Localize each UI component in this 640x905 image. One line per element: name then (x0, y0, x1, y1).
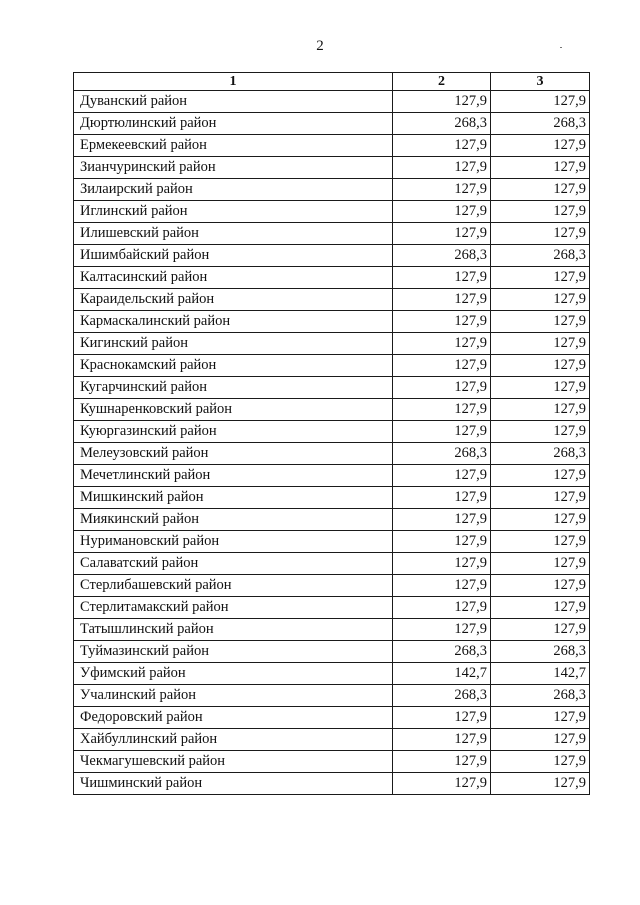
district-name-cell: Караидельский район (74, 289, 393, 311)
district-name-cell: Куюргазинский район (74, 421, 393, 443)
table-row (74, 729, 590, 751)
value-cell-col3: 127,9 (491, 487, 590, 509)
value-cell-col3: 127,9 (491, 267, 590, 289)
district-name-cell: Миякинский район (74, 509, 393, 531)
value-cell-col2: 127,9 (393, 223, 491, 245)
data-table (73, 72, 590, 795)
value-cell-col3: 127,9 (491, 311, 590, 333)
value-cell-col2: 127,9 (393, 311, 491, 333)
table-row (74, 289, 590, 311)
value-cell-col3: 127,9 (491, 553, 590, 575)
table-row (74, 355, 590, 377)
value-cell-col3: 268,3 (491, 685, 590, 707)
value-cell-col2: 127,9 (393, 575, 491, 597)
table-row (74, 421, 590, 443)
table-row (74, 751, 590, 773)
district-name-cell: Зианчуринский район (74, 157, 393, 179)
district-name-cell: Туймазинский район (74, 641, 393, 663)
value-cell-col2: 127,9 (393, 619, 491, 641)
district-name-cell: Кигинский район (74, 333, 393, 355)
district-name-cell: Хайбуллинский район (74, 729, 393, 751)
table-row (74, 553, 590, 575)
value-cell-col2: 268,3 (393, 443, 491, 465)
value-cell-col3: 127,9 (491, 751, 590, 773)
value-cell-col2: 127,9 (393, 179, 491, 201)
table-row (74, 245, 590, 267)
table-row (74, 575, 590, 597)
table-row (74, 179, 590, 201)
value-cell-col2: 142,7 (393, 663, 491, 685)
table-row (74, 443, 590, 465)
table-row (74, 113, 590, 135)
value-cell-col3: 127,9 (491, 355, 590, 377)
district-name-cell: Чишминский район (74, 773, 393, 795)
district-name-cell: Мечетлинский район (74, 465, 393, 487)
table-row (74, 135, 590, 157)
value-cell-col2: 127,9 (393, 487, 491, 509)
value-cell-col3: 127,9 (491, 465, 590, 487)
district-name-cell: Зилаирский район (74, 179, 393, 201)
column-header-3: 3 (491, 73, 590, 91)
value-cell-col2: 127,9 (393, 377, 491, 399)
district-name-cell: Нуримановский район (74, 531, 393, 553)
value-cell-col2: 127,9 (393, 751, 491, 773)
table-header-row (74, 73, 590, 91)
value-cell-col3: 127,9 (491, 91, 590, 113)
value-cell-col2: 127,9 (393, 707, 491, 729)
table-row (74, 773, 590, 795)
value-cell-col3: 127,9 (491, 157, 590, 179)
value-cell-col2: 127,9 (393, 91, 491, 113)
value-cell-col2: 268,3 (393, 641, 491, 663)
value-cell-col2: 127,9 (393, 157, 491, 179)
district-name-cell: Илишевский район (74, 223, 393, 245)
page-number: 2 (316, 38, 324, 54)
value-cell-col3: 268,3 (491, 245, 590, 267)
district-name-cell: Калтасинский район (74, 267, 393, 289)
table-row (74, 311, 590, 333)
table-row (74, 333, 590, 355)
district-name-cell: Иглинский район (74, 201, 393, 223)
district-name-cell: Салаватский район (74, 553, 393, 575)
value-cell-col2: 127,9 (393, 773, 491, 795)
table-row (74, 531, 590, 553)
value-cell-col3: 127,9 (491, 597, 590, 619)
value-cell-col3: 127,9 (491, 575, 590, 597)
value-cell-col2: 127,9 (393, 135, 491, 157)
value-cell-col3: 268,3 (491, 443, 590, 465)
value-cell-col2: 127,9 (393, 531, 491, 553)
district-name-cell: Краснокамский район (74, 355, 393, 377)
value-cell-col3: 127,9 (491, 135, 590, 157)
district-name-cell: Кугарчинский район (74, 377, 393, 399)
table-row (74, 487, 590, 509)
value-cell-col2: 127,9 (393, 597, 491, 619)
value-cell-col2: 127,9 (393, 421, 491, 443)
column-header-1: 1 (74, 73, 393, 91)
value-cell-col2: 127,9 (393, 465, 491, 487)
value-cell-col2: 127,9 (393, 509, 491, 531)
table-row (74, 509, 590, 531)
value-cell-col2: 127,9 (393, 729, 491, 751)
value-cell-col2: 127,9 (393, 289, 491, 311)
value-cell-col3: 127,9 (491, 289, 590, 311)
table-row (74, 707, 590, 729)
table-row (74, 685, 590, 707)
table-row (74, 663, 590, 685)
value-cell-col3: 127,9 (491, 421, 590, 443)
value-cell-col2: 268,3 (393, 113, 491, 135)
district-name-cell: Кушнаренковский район (74, 399, 393, 421)
value-cell-col3: 127,9 (491, 531, 590, 553)
value-cell-col3: 127,9 (491, 377, 590, 399)
district-name-cell: Мишкинский район (74, 487, 393, 509)
table-row (74, 267, 590, 289)
district-name-cell: Федоровский район (74, 707, 393, 729)
district-name-cell: Уфимский район (74, 663, 393, 685)
district-name-cell: Татышлинский район (74, 619, 393, 641)
value-cell-col3: 127,9 (491, 707, 590, 729)
value-cell-col3: 127,9 (491, 399, 590, 421)
value-cell-col2: 127,9 (393, 267, 491, 289)
value-cell-col3: 268,3 (491, 641, 590, 663)
value-cell-col3: 127,9 (491, 179, 590, 201)
value-cell-col2: 127,9 (393, 201, 491, 223)
table-row (74, 399, 590, 421)
table-body (74, 91, 590, 795)
district-name-cell: Мелеузовский район (74, 443, 393, 465)
district-name-cell: Кармаскалинский район (74, 311, 393, 333)
value-cell-col3: 127,9 (491, 223, 590, 245)
value-cell-col2: 127,9 (393, 553, 491, 575)
value-cell-col2: 127,9 (393, 333, 491, 355)
table-row (74, 619, 590, 641)
district-name-cell: Дуванский район (74, 91, 393, 113)
district-name-cell: Учалинский район (74, 685, 393, 707)
value-cell-col3: 127,9 (491, 619, 590, 641)
value-cell-col3: 127,9 (491, 201, 590, 223)
district-name-cell: Чекмагушевский район (74, 751, 393, 773)
scan-speck (560, 47, 562, 48)
value-cell-col2: 127,9 (393, 399, 491, 421)
value-cell-col3: 127,9 (491, 509, 590, 531)
district-name-cell: Стерлибашевский район (74, 575, 393, 597)
table-row (74, 465, 590, 487)
district-name-cell: Ишимбайский район (74, 245, 393, 267)
value-cell-col3: 127,9 (491, 333, 590, 355)
table-row (74, 597, 590, 619)
district-name-cell: Дюртюлинский район (74, 113, 393, 135)
value-cell-col2: 268,3 (393, 245, 491, 267)
table-row (74, 377, 590, 399)
value-cell-col3: 127,9 (491, 729, 590, 751)
table-row (74, 223, 590, 245)
table-row (74, 641, 590, 663)
value-cell-col2: 127,9 (393, 355, 491, 377)
table-row (74, 157, 590, 179)
district-name-cell: Ермекеевский район (74, 135, 393, 157)
table-row (74, 91, 590, 113)
value-cell-col3: 142,7 (491, 663, 590, 685)
value-cell-col3: 127,9 (491, 773, 590, 795)
value-cell-col3: 268,3 (491, 113, 590, 135)
value-cell-col2: 268,3 (393, 685, 491, 707)
district-name-cell: Стерлитамакский район (74, 597, 393, 619)
table-row (74, 201, 590, 223)
column-header-2: 2 (393, 73, 491, 91)
